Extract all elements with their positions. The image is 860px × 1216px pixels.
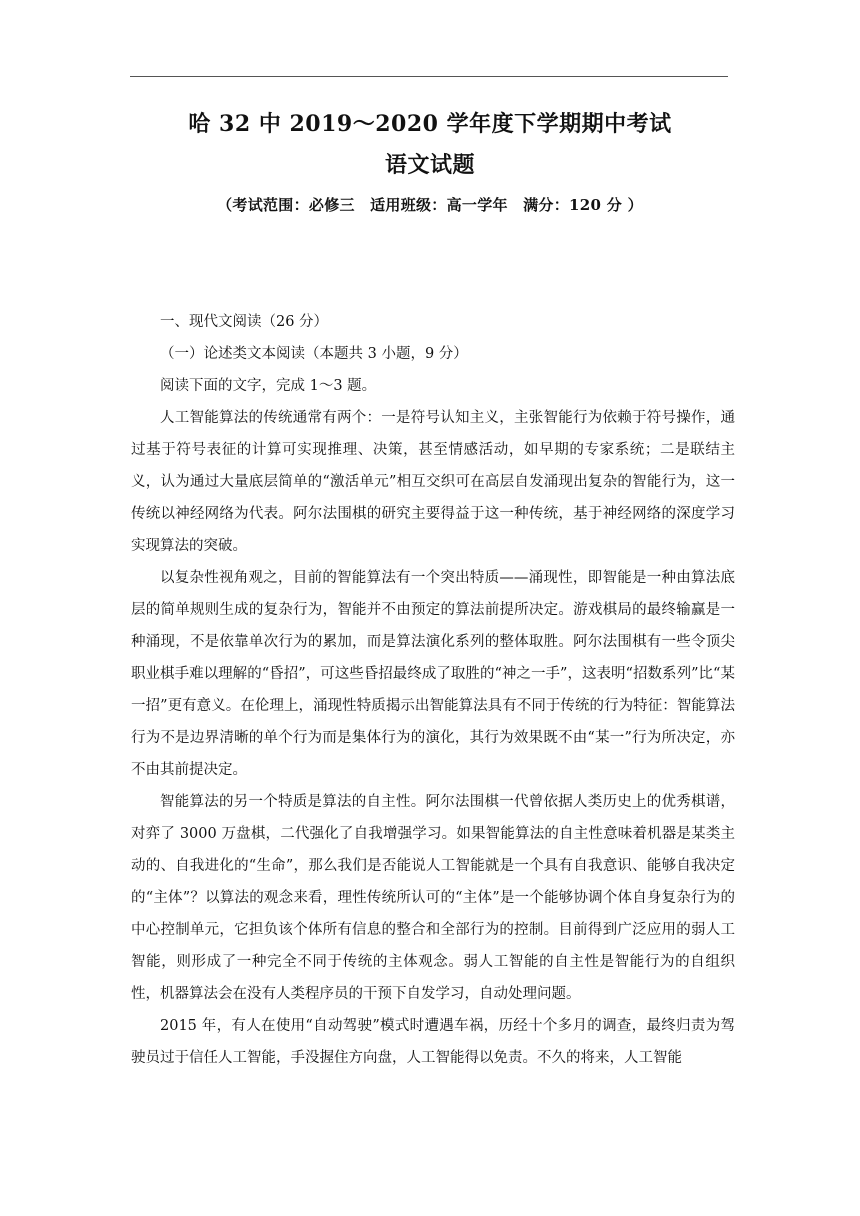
exam-title: 哈 32 中 2019～2020 学年度下学期期中考试 [188, 111, 672, 137]
exam-meta: （考试范围：必修三 适用班级：高一学年 满分：120 分 ） [217, 196, 643, 214]
passage-paragraph-4: 2015 年，有人在使用“自动驾驶”模式时遭遇车祸，历经十个多月的调查，最终归责为驾驶员过于信任人工智能，手没握住方向盘，人工智能得以免责。不久的将来，人工智能 [131, 1018, 735, 1066]
reading-instruction: 阅读下面的文字，完成 1～3 题。 [160, 378, 377, 394]
subject-title: 语文试题 [384, 152, 475, 178]
subsection-heading: （一）论述类文本阅读（本题共 3 小题，9 分） [160, 346, 468, 362]
passage-paragraph-2: 以复杂性视角观之，目前的智能算法有一个突出特质——涌现性，即智能是一种由算法底层的简单规则生成的复杂行为，智能并不由预定的算法前提所决定。游戏棋局的最终输赢是一种涌现，不是依靠单次行为的累加，而是算法演化系列的整体取胜。阿尔法围棋有一些令顶尖职业棋手难以理解的“昏招”，可这些昏招最终成了取胜的“神之一手”，这表明“招数系列”比“某一招”更有意义。在伦理上，涌现性特质揭示出智能算法具有不同于传统的行为特征：智能算法行为不是边界清晰的单个行为而是集体行为的演化，其行为效果既不由“某一”行为所决定，亦不由其前提决定。 [131, 570, 735, 778]
section-heading: 一、现代文阅读（26 分） [160, 314, 329, 330]
passage-paragraph-1: 人工智能算法的传统通常有两个：一是符号认知主义，主张智能行为依赖于符号操作，通过基于符号表征的计算可实现推理、决策，甚至情感活动，如早期的专家系统；二是联结主义，认为通过大量底层简单的“激活单元”相互交织可在高层自发涌现出复杂的智能行为，这一传统以神经网络为代表。阿尔法围棋的研究主要得益于这一种传统，基于神经网络的深度学习实现算法的突破。 [131, 410, 735, 554]
header-rule [130, 76, 728, 77]
exam-body [131, 306, 735, 1074]
passage-paragraph-3: 智能算法的另一个特质是算法的自主性。阿尔法围棋一代曾依据人类历史上的优秀棋谱，对弈了 3000 万盘棋，二代强化了自我增强学习。如果智能算法的自主性意味着机器是某类主动的、自我进化的“生命”，那么我们是否能说人工智能就是一个具有自我意识、能够自我决定的“主体”？以算法的观念来看，理性传统所认可的“主体”是一个能够协调个体自身复杂行为的中心控制单元，它担负该个体所有信息的整合和全部行为的控制。目前得到广泛应用的弱人工智能，则形成了一种完全不同于传统的主体观念。弱人工智能的自主性是智能行为的自组织性，机器算法会在没有人类程序员的干预下自发学习，自动处理问题。 [131, 794, 735, 1002]
